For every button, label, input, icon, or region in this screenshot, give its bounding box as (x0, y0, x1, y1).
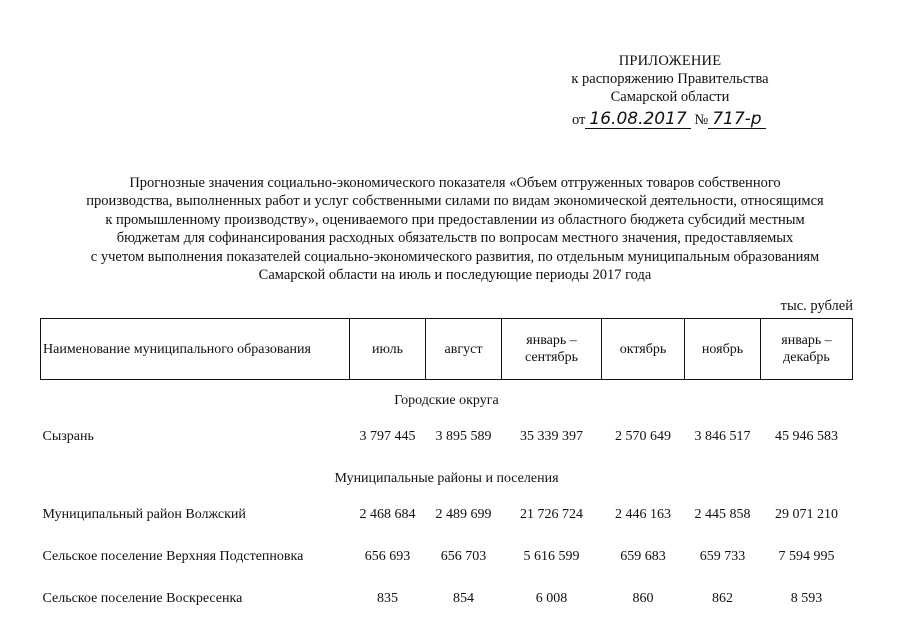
cell-jan-dec: 45 946 583 (775, 429, 838, 444)
section-label: Муниципальные районы и поселения (334, 471, 559, 486)
table-row (41, 536, 853, 578)
data-table (40, 318, 853, 620)
number-prefix: № (694, 112, 709, 128)
cell-november: 3 846 517 (694, 429, 751, 444)
cell-jan-sep: 5 616 599 (523, 549, 580, 564)
title-line-2: производства, выполненных работ и услуг собственными силами по видам экономической деятельности, относящимся (86, 193, 824, 210)
cell-july: 656 693 (364, 549, 411, 564)
section-label: Городские округа (394, 393, 499, 408)
decree-reference (572, 110, 812, 129)
row-name: Сельское поселение Воскресенка (42, 591, 243, 606)
cell-jan-dec: 8 593 (790, 591, 823, 606)
row-name: Сызрань (42, 429, 94, 444)
cell-july: 835 (377, 591, 398, 606)
title-line-5: с учетом выполнения показателей социально-экономического развития, по отдельным муниципальным образованиям (90, 248, 820, 265)
table-row (41, 416, 853, 458)
cell-jan-sep: 6 008 (535, 591, 568, 606)
date-prefix: от (572, 112, 586, 128)
cell-october: 659 683 (620, 549, 666, 564)
cell-november: 659 733 (699, 549, 746, 564)
table-row (41, 494, 853, 536)
cell-jan-sep: 21 726 724 (520, 507, 583, 522)
row-name: Сельское поселение Верхняя Подстепновка (42, 549, 304, 564)
header-july: июль (350, 319, 426, 380)
appendix-header (560, 52, 780, 106)
header-jan-sep: январь – сентябрь (502, 319, 602, 380)
header-name: Наименование муниципального образования (41, 319, 350, 380)
appendix-title: ПРИЛОЖЕНИЕ (618, 53, 722, 69)
cell-july: 3 797 445 (359, 429, 416, 444)
section-row (41, 458, 853, 494)
cell-august: 854 (453, 591, 474, 606)
units-label: тыс. рублей (780, 298, 853, 314)
handwritten-date: 16.08.2017 (585, 110, 690, 129)
title-line-6: Самарской области на июль и последующие периоды 2017 года (258, 267, 652, 284)
header-august: август (426, 319, 502, 380)
table-row (41, 578, 853, 620)
cell-august: 2 489 699 (435, 507, 492, 522)
title-line-1: Прогнозные значения социально-экономического показателя «Объем отгруженных товаров собственного (129, 175, 781, 191)
cell-august: 656 703 (440, 549, 487, 564)
appendix-line-1: к распоряжению Правительства (571, 71, 769, 87)
title-line-3: к промышленному производству», оцениваемого при предоставлении из областного бюджета субсидий местным (105, 211, 805, 228)
table-header-row (41, 319, 853, 380)
cell-november: 2 445 858 (694, 507, 751, 522)
cell-july: 2 468 684 (359, 507, 416, 522)
header-jan-dec: январь – декабрь (761, 319, 853, 380)
document-title (40, 174, 870, 284)
handwritten-number: 717-р (708, 110, 765, 129)
row-name: Муниципальный район Волжский (42, 507, 246, 522)
cell-jan-dec: 29 071 210 (775, 507, 838, 522)
cell-october: 2 446 163 (615, 507, 671, 522)
cell-jan-sep: 35 339 397 (520, 429, 583, 444)
appendix-line-2: Самарской области (610, 89, 730, 105)
title-line-4: бюджетам для софинансирования расходных обязательств по вопросам местного значения, предоставляемых (116, 230, 794, 247)
cell-august: 3 895 589 (435, 429, 492, 444)
header-november: ноябрь (685, 319, 761, 380)
cell-jan-dec: 7 594 995 (778, 549, 835, 564)
header-october: октябрь (602, 319, 685, 380)
cell-october: 2 570 649 (615, 429, 671, 444)
cell-november: 862 (712, 591, 733, 606)
cell-october: 860 (632, 591, 654, 606)
section-row (41, 380, 853, 417)
